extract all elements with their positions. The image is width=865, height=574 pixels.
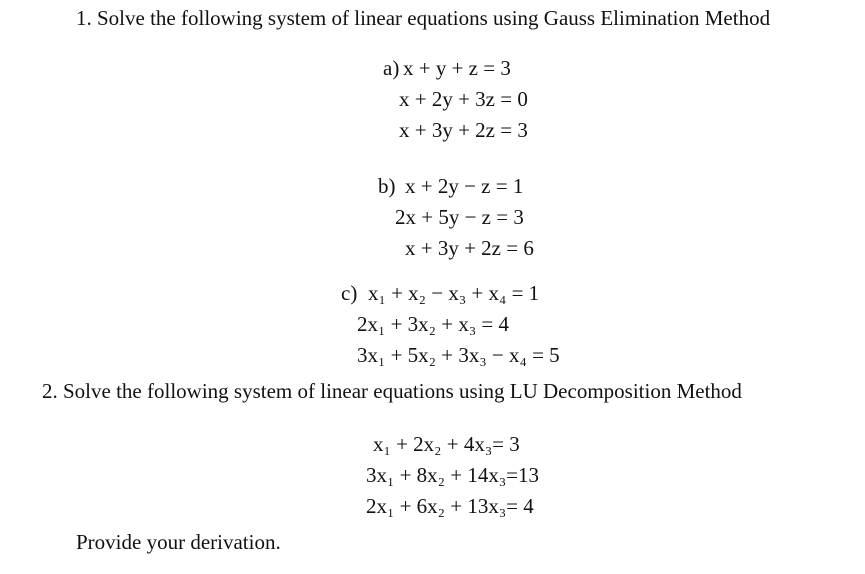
system-a-eq-1: x + y + z = 3 — [403, 56, 511, 80]
question-2-title: 2. Solve the following system of linear equations using LU Decomposition Method — [42, 379, 742, 403]
system-b-eq-1: x + 2y − z = 1 — [405, 174, 524, 198]
system-c-label: c) — [341, 281, 358, 305]
system-a-eq-3: x + 3y + 2z = 3 — [399, 118, 528, 142]
system-c-eq-2: 2x₁ + 3x₂ + x₃ = 4 — [357, 312, 509, 336]
system-lu-eq-1: x₁ + 2x₂ + 4x₃= 3 — [373, 432, 520, 456]
system-a-eq-2: x + 2y + 3z = 0 — [399, 87, 528, 111]
system-a-label: a) — [383, 56, 400, 80]
question-1-title: 1. Solve the following system of linear equations using Gauss Elimination Method — [76, 6, 771, 30]
system-b-label: b) — [378, 174, 396, 198]
system-b-eq-3: x + 3y + 2z = 6 — [405, 236, 534, 260]
system-c-eq-1: x₁ + x₂ − x₃ + x₄ = 1 — [368, 281, 540, 305]
system-b-eq-2: 2x + 5y − z = 3 — [395, 205, 524, 229]
system-lu-eq-2: 3x₁ + 8x₂ + 14x₃=13 — [366, 463, 539, 487]
system-c-eq-3: 3x₁ + 5x₂ + 3x₃ − x₄ = 5 — [357, 343, 560, 367]
footer-instruction: Provide your derivation. — [76, 530, 281, 554]
system-lu-eq-3: 2x₁ + 6x₂ + 13x₃= 4 — [366, 494, 534, 518]
